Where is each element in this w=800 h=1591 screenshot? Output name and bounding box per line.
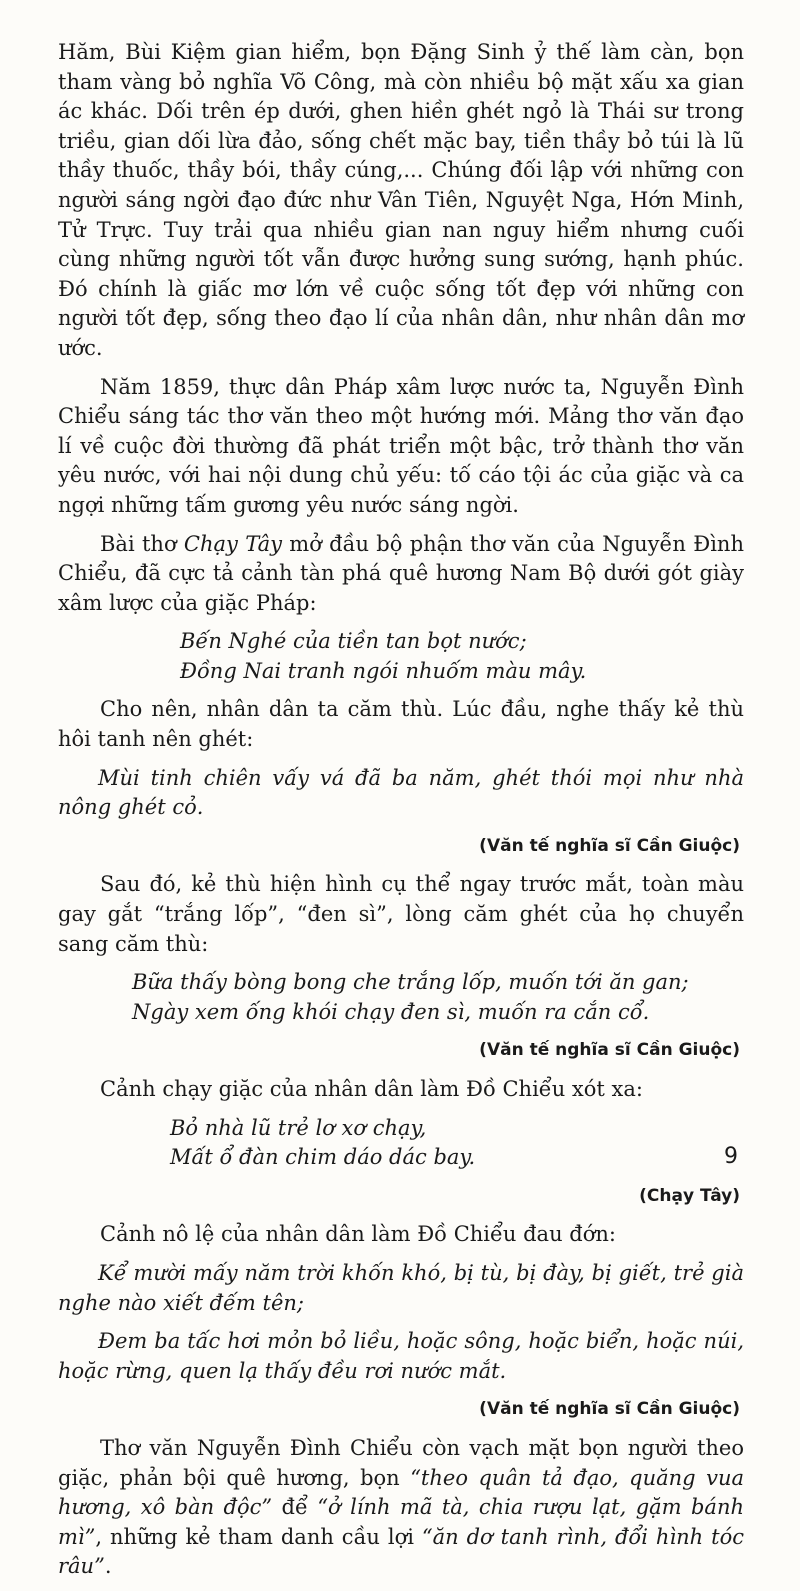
verse-line: Ngày xem ống khói chạy đen sì, muốn ra cắn cổ. [132,999,650,1024]
verse-bua-thay [58,968,744,1027]
page-body [58,38,744,1591]
quote-ke-muoi-may-nam: Kể mười mấy năm trời khốn khó, bị tù, bị đày, bị giết, trẻ già nghe nào xiết đếm tên; [58,1260,744,1315]
paragraph-8-text: Thơ văn Nguyễn Đình Chiểu còn vạch mặt bọn người theo giặc, phản bội quê hương, bọn [58,1435,744,1490]
inline-quote: “ở lính mã tà, chia rượu lạt, gặm bánh mì” [58,1495,745,1549]
verse-line: Bỏ nhà lũ trẻ lơ xơ chạy, [170,1115,427,1140]
paragraph-1: Hăm, Bùi Kiệm gian hiểm, bọn Đặng Sinh ỷ thế làm càn, bọn tham vàng bỏ nghĩa Võ Công, mà còn nhiều bộ mặt xấu xa gian ác khác. Dối trên ép dưới, ghen hiền ghét ngỏ là Thái sư trong triều, gian dối lừa đảo, sống chết mặc bay, tiền thầy bỏ túi là lũ thầy thuốc, thầy bói, thầy cúng,... Chúng đối lập với những con người sáng ngời đạo đức như Vân Tiên, Nguyệt Nga, Hớn Minh, Tử Trực. Tuy trải qua nhiều gian nan nguy hiểm nhưng cuối cùng những người tốt vẫn được hưởng sung sướng, hạnh phúc. Đó chính là giấc mơ lớn về cuộc sống tốt đẹp với những con người tốt đẹp, sống theo đạo lí của nhân dân, như nhân dân mơ ước. [58,40,744,360]
inline-quote: “theo quân tả đạo, quăng vua hương, xô bàn độc” [58,1465,745,1520]
paragraph-3-text-a: Bài thơ [100,531,184,556]
paragraph-8-text: . [104,1554,112,1579]
verse-bo-nha [58,1114,744,1173]
verse-line: Bữa thấy bòng bong che trắng lốp, muốn tới ăn gan; [132,970,689,995]
verse-line: Đồng Nai tranh ngói nhuốm màu mây. [180,658,587,683]
paragraph-8 [58,1434,744,1582]
inline-quote: “ăn dơ tanh rình, đổi hình tóc râu” [58,1524,744,1579]
verse-ben-nghe [58,627,744,686]
page-number: 9 [724,1144,738,1169]
paragraph-3-text-b: mở đầu bộ phận thơ văn của Nguyễn Đình Chiểu, đã cực tả cảnh tàn phá quê hương Nam Bộ dưới gót giày xâm lược của giặc Pháp: [58,531,744,615]
quote-dem-ba-tac-hoi: Đem ba tấc hơi mỏn bỏ liều, hoặc sông, hoặc biển, hoặc núi, hoặc rừng, quen lạ thấy đều rơi nước mắt. [58,1329,744,1383]
verse-line: Bến Nghé của tiền tan bọt nước; [180,629,527,654]
poem-title-chay-tay: Chạy Tây [183,531,282,556]
source-citation: (Chạy Tây) [639,1185,740,1206]
paragraph-8-text: để [272,1495,318,1520]
source-citation: (Văn tế nghĩa sĩ Cần Giuộc) [479,835,740,856]
paragraph-5: Sau đó, kẻ thù hiện hình cụ thể ngay trước mắt, toàn màu gay gắt “trắng lốp”, “đen sì”, lòng căm ghét của họ chuyển sang căm thù: [58,872,744,956]
paragraph-8-text: , những kẻ tham danh cầu lợi [95,1524,422,1549]
paragraph-6: Cảnh chạy giặc của nhân dân làm Đồ Chiểu xót xa: [100,1077,643,1101]
paragraph-7: Cảnh nô lệ của nhân dân làm Đồ Chiểu đau đớn: [100,1222,616,1247]
paragraph-3 [58,530,744,619]
paragraph-4: Cho nên, nhân dân ta căm thù. Lúc đầu, nghe thấy kẻ thù hôi tanh nên ghét: [58,697,744,752]
source-citation: (Văn tế nghĩa sĩ Cần Giuộc) [479,1040,740,1061]
source-citation: (Văn tế nghĩa sĩ Cần Giuộc) [479,1399,740,1420]
paragraph-2: Năm 1859, thực dân Pháp xâm lược nước ta, Nguyễn Đình Chiểu sáng tác thơ văn theo một hướng mới. Mảng thơ văn đạo lí về cuộc đời thường đã phát triển một bậc, trở thành thơ văn yêu nước, với hai nội dung chủ yếu: tố cáo tội ác của giặc và ca ngợi những tấm gương yêu nước sáng ngời. [58,374,744,517]
quote-mui-tinh-chien: Mùi tinh chiên vấy vá đã ba năm, ghét thói mọi như nhà nông ghét cỏ. [58,765,744,820]
verse-line: Mất ổ đàn chim dáo dác bay. [170,1145,476,1170]
